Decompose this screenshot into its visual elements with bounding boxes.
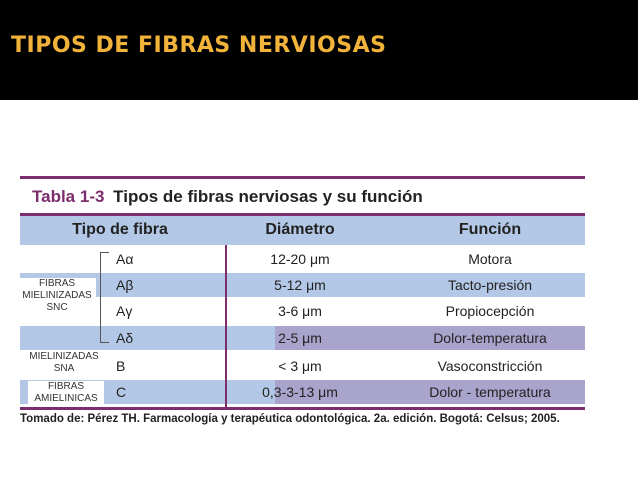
label-amielinicas: FIBRAS AMIELINICAS: [28, 381, 104, 405]
table-row: [20, 354, 585, 378]
cell-tipo: B: [116, 358, 126, 374]
cell-diametro: < 3 μm: [278, 358, 322, 374]
cell-tipo: Aα: [116, 251, 134, 267]
cell-diametro: 12-20 μm: [270, 251, 330, 267]
cell-funcion: Dolor-temperatura: [433, 330, 547, 346]
bracket-mielinizadas: [100, 252, 109, 343]
table-header-row: [20, 216, 585, 245]
cell-tipo: C: [116, 384, 127, 400]
table-row: [20, 380, 585, 404]
header-funcion: Función: [458, 221, 522, 238]
table-bottom-rule: [20, 407, 585, 410]
table-top-rule: [20, 176, 585, 179]
cell-funcion: Dolor - temperatura: [429, 384, 551, 400]
slide-title: TIPOS DE FIBRAS NERVIOSAS: [11, 33, 387, 58]
cell-funcion: Vasoconstricción: [437, 358, 543, 374]
label-mielinizadas-snc: FIBRAS MIELINIZADAS SNC: [18, 278, 96, 314]
cell-tipo: Aγ: [116, 303, 133, 319]
header-diametro: Diámetro: [265, 221, 335, 238]
slide-header: [0, 0, 638, 100]
column-divider: [225, 245, 227, 409]
table-source: Tomado de: Pérez TH. Farmacología y terapéutica odontológica. 2a. edición. Bogotá: Celsus; 2005.: [20, 413, 560, 425]
cell-tipo: Aδ: [116, 330, 134, 346]
header-tipo: Tipo de fibra: [72, 221, 168, 238]
cell-tipo: Aβ: [116, 277, 134, 293]
cell-diametro: 0,3-3-13 μm: [262, 384, 338, 400]
table-caption: Tipos de fibras nerviosas y su función: [113, 187, 423, 206]
cell-diametro: 2-5 μm: [278, 330, 322, 346]
table-number: Tabla 1-3: [32, 187, 105, 206]
cell-funcion: Motora: [468, 251, 512, 267]
cell-funcion: Propiocepción: [445, 303, 535, 319]
label-mielinizadas-sna: MIELINIZADAS SNA: [26, 351, 102, 375]
cell-funcion: Tacto-presión: [447, 277, 533, 293]
cell-diametro: 3-6 μm: [278, 303, 322, 319]
table-title: [32, 187, 423, 207]
cell-diametro: 5-12 μm: [274, 277, 326, 293]
